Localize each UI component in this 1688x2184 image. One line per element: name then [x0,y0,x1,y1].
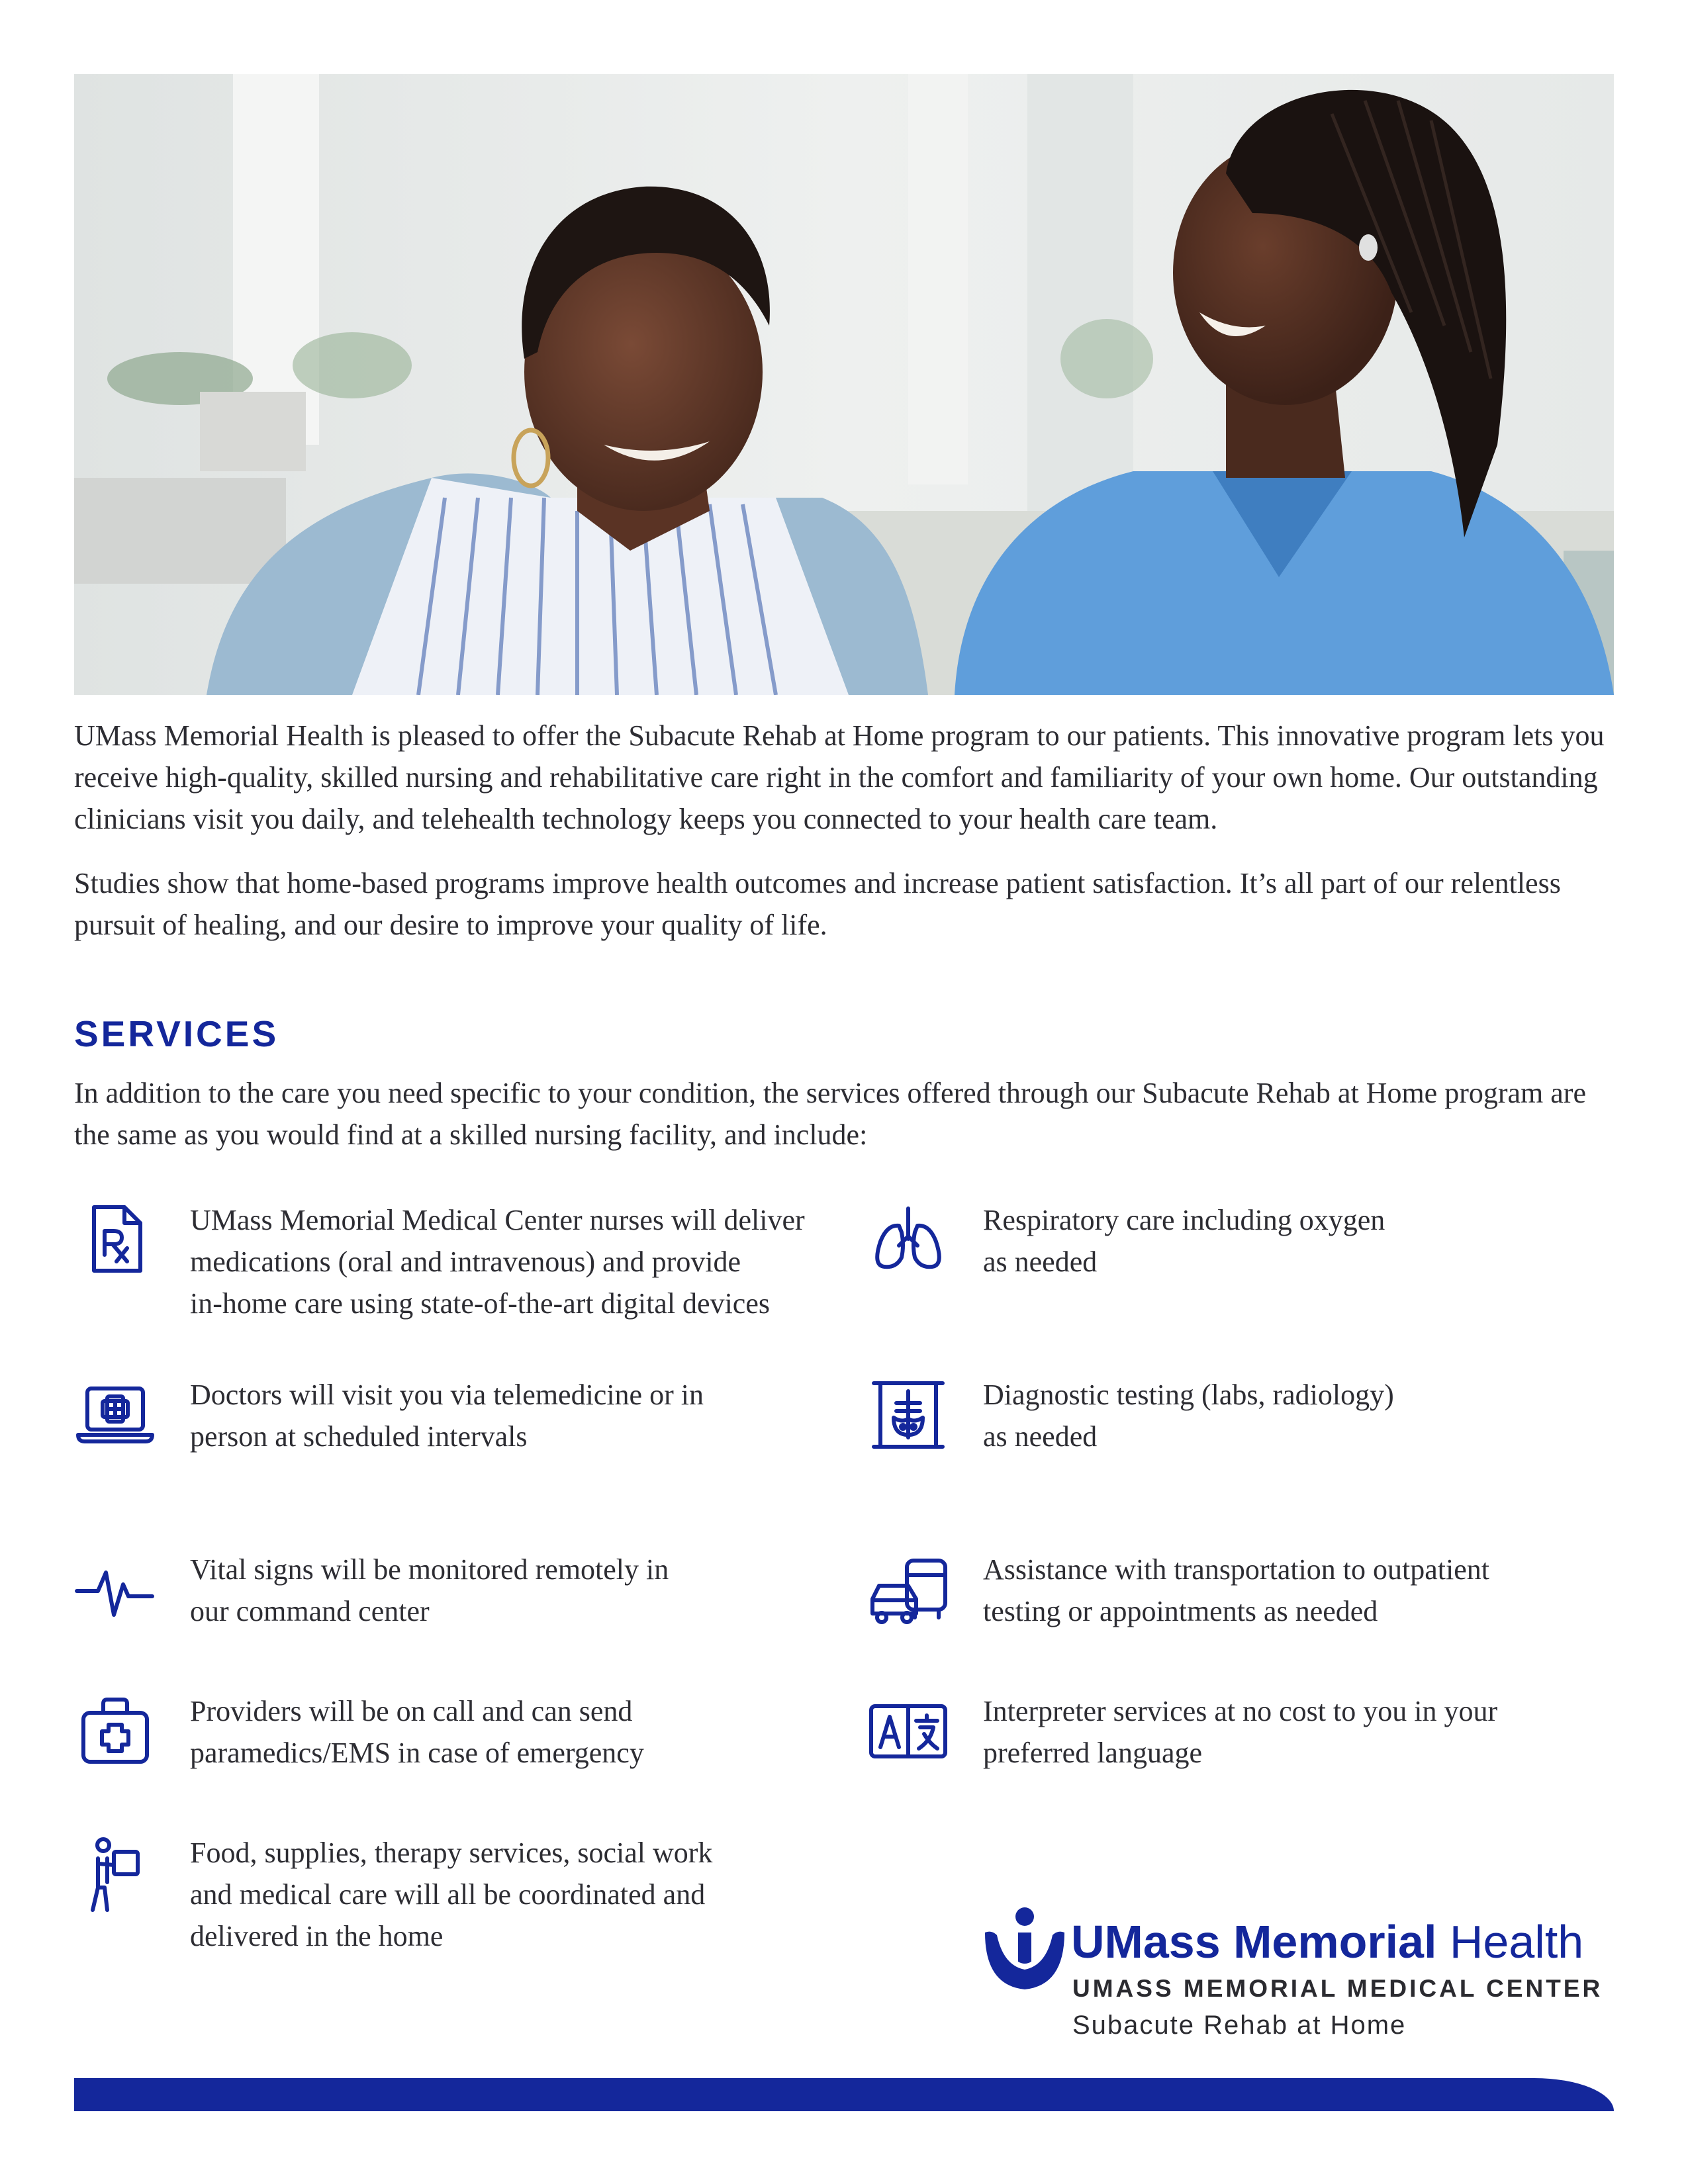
service-text: Doctors will visit you via telemedicine or in person at scheduled intervals [190,1379,704,1453]
intro-section [74,715,1617,968]
service-text: Vital signs will be monitored remotely in our command center [190,1553,669,1627]
brand-name [1071,1915,1583,1968]
footer-bar [74,2078,1614,2111]
lungs-icon [867,1199,949,1281]
service-text: Food, supplies, therapy services, social work and medical care will all be coordinated and delivered in the home [190,1837,713,1952]
delivery-person-icon [74,1832,156,1914]
medical-kit-icon [74,1690,156,1772]
heartbeat-icon [74,1549,156,1631]
laptop-medical-icon [74,1374,156,1456]
medical-center-name: UMASS MEMORIAL MEDICAL CENTER [1072,1975,1603,2002]
xray-icon [867,1374,949,1456]
intro-paragraph-2: Studies show that home-based programs improve health outcomes and increase patient satisfaction. It’s all part of our relentless pursuit of healing, and our desire to improve your quality of life. [74,867,1561,941]
translate-icon [867,1690,949,1772]
program-name: Subacute Rehab at Home [1072,2011,1407,2040]
brand-name-bold: UMass Memorial [1071,1916,1437,1968]
service-text: Assistance with transportation to outpatient testing or appointments as needed [983,1553,1489,1627]
service-text: Diagnostic testing (labs, radiology) as needed [983,1379,1394,1453]
hero-photo [74,74,1614,695]
service-text: Interpreter services at no cost to you in your preferred language [983,1695,1498,1769]
umass-memorial-logo [980,1906,1602,2045]
umass-logo-mark-icon [980,1906,1066,1992]
intro-paragraph-1: UMass Memorial Health is pleased to offer the Subacute Rehab at Home program to our patients. This innovative program lets you receive high-quality, skilled nursing and rehabilitative care right in the comfort and familiarity of your own home. Our outstanding clinicians visit you daily, and telehealth technology keeps you connected to your health care team. [74,719,1605,835]
service-text: UMass Memorial Medical Center nurses will deliver medications (oral and intravenous) and provide in-home care using state-of-the-art digital devices [190,1204,805,1320]
service-text: Providers will be on call and can send paramedics/EMS in case of emergency [190,1695,644,1769]
services-title: SERVICES [74,1013,279,1054]
brand-name-light: Health [1436,1916,1584,1968]
prescription-icon [74,1199,156,1281]
service-text: Respiratory care including oxygen as needed [983,1204,1385,1278]
services-intro: In addition to the care you need specific to your condition, the services offered through our Subacute Rehab at Home program are the same as you would find at a skilled nursing facility, and include: [74,1077,1586,1151]
transport-icon [867,1549,949,1631]
